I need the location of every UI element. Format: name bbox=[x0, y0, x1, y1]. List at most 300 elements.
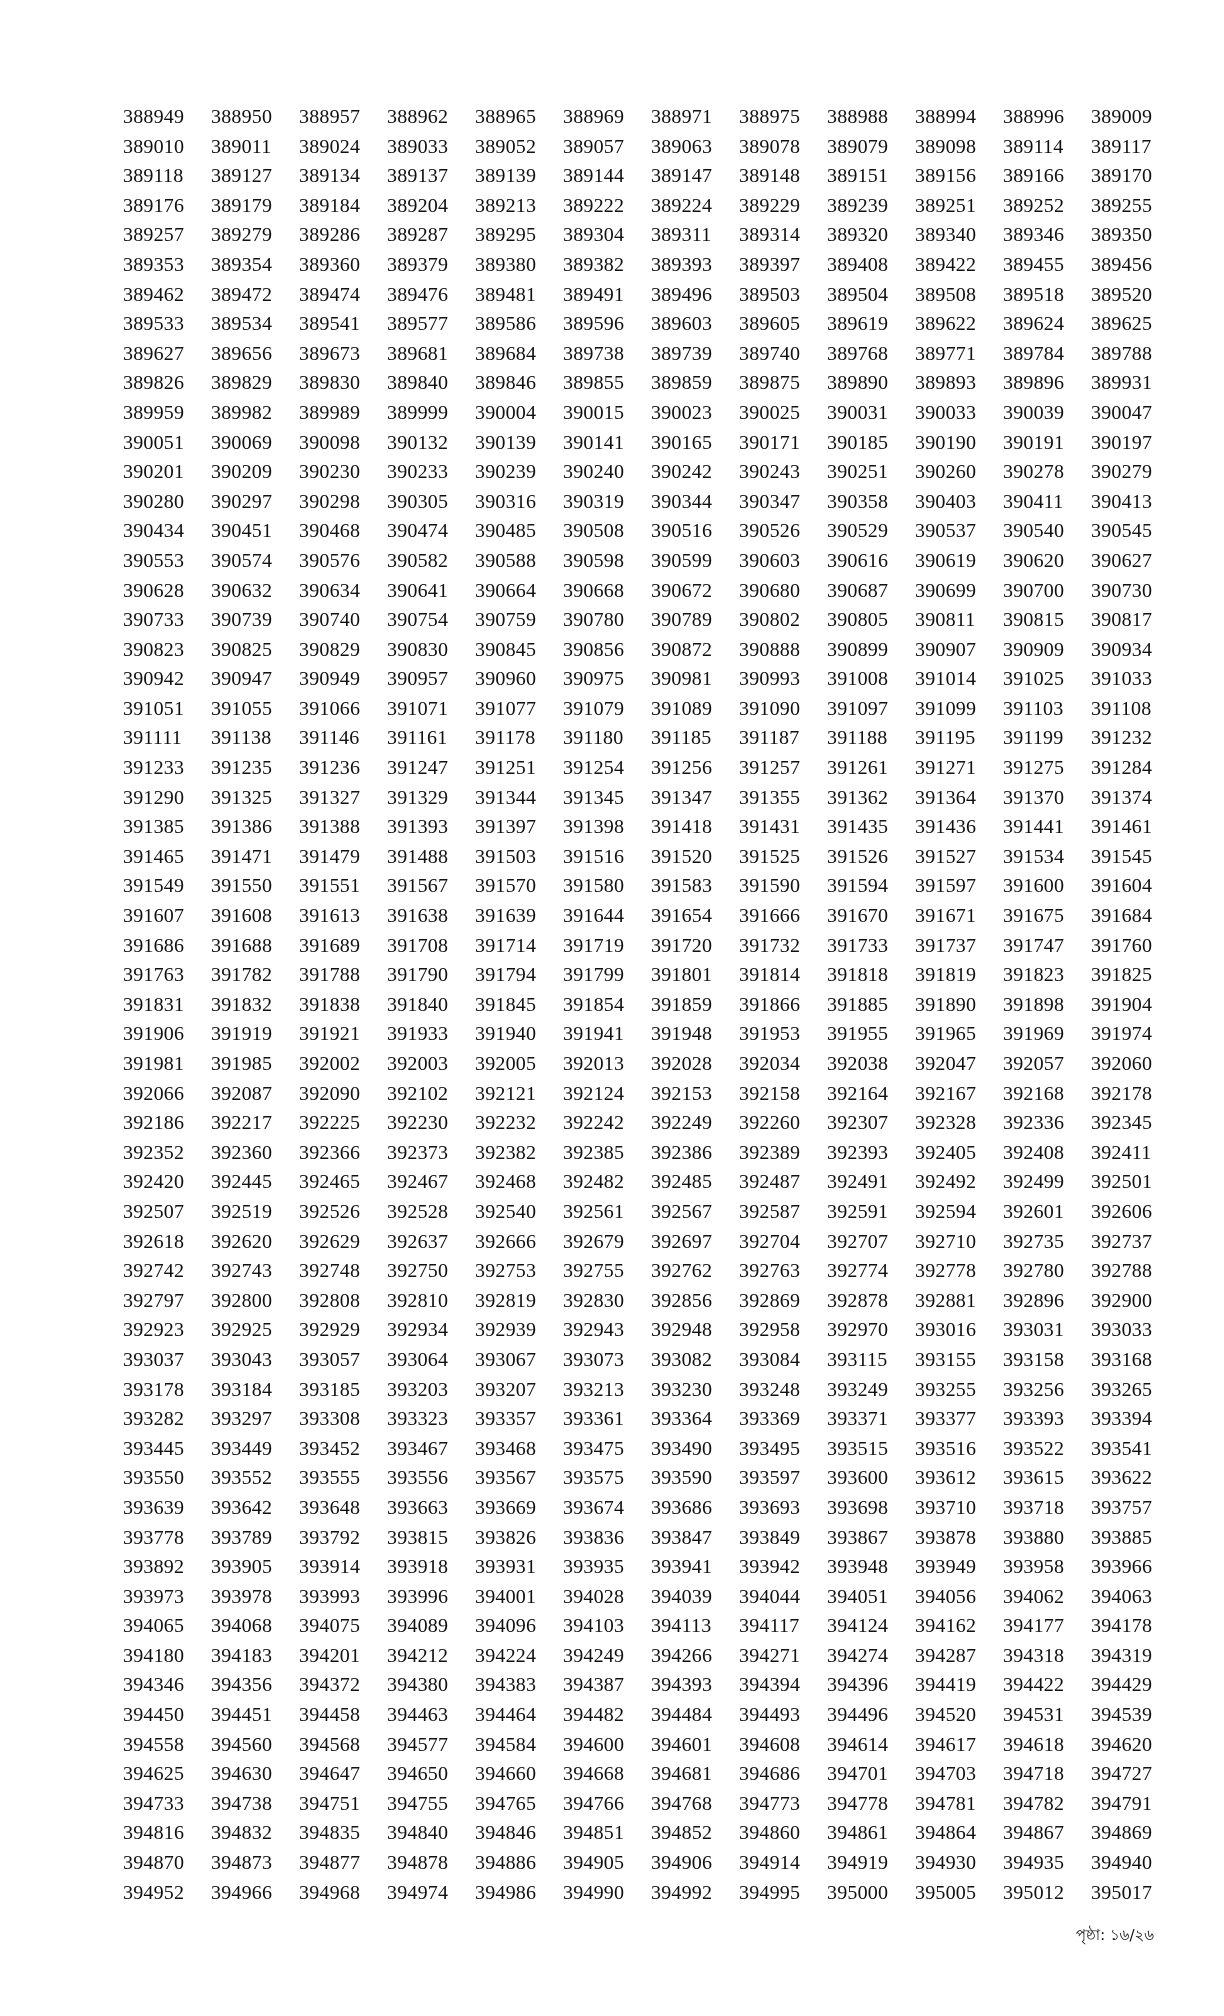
roll-number: 391688 bbox=[211, 934, 273, 957]
roll-number: 389127 bbox=[211, 165, 273, 188]
roll-number: 392540 bbox=[475, 1200, 537, 1223]
roll-number: 393757 bbox=[1091, 1496, 1153, 1519]
roll-number: 393996 bbox=[387, 1585, 449, 1608]
roll-number: 392057 bbox=[1003, 1053, 1065, 1075]
roll-number: 393357 bbox=[475, 1408, 537, 1431]
roll-number: 391251 bbox=[475, 757, 537, 780]
roll-number: 391670 bbox=[827, 905, 889, 928]
roll-number: 391567 bbox=[387, 875, 449, 898]
roll-number: 389739 bbox=[651, 342, 713, 365]
roll-number: 391832 bbox=[211, 993, 273, 1016]
roll-number: 392774 bbox=[827, 1260, 889, 1283]
roll-number: 394089 bbox=[387, 1615, 449, 1638]
roll-number: 391516 bbox=[563, 845, 625, 868]
roll-number: 390802 bbox=[739, 609, 801, 632]
roll-number: 390733 bbox=[123, 609, 185, 632]
roll-number: 392939 bbox=[475, 1319, 537, 1342]
roll-number: 390856 bbox=[563, 638, 625, 661]
roll-number: 394274 bbox=[827, 1644, 889, 1667]
roll-number: 389520 bbox=[1091, 283, 1153, 306]
roll-number: 393031 bbox=[1003, 1319, 1065, 1342]
roll-number: 391666 bbox=[739, 905, 801, 928]
roll-number: 390582 bbox=[387, 549, 449, 572]
roll-number: 390297 bbox=[211, 490, 273, 513]
roll-number: 394124 bbox=[827, 1615, 889, 1638]
roll-number: 389314 bbox=[739, 224, 801, 247]
roll-number: 393249 bbox=[827, 1378, 889, 1401]
roll-number: 391760 bbox=[1091, 934, 1153, 957]
roll-number: 392501 bbox=[1091, 1171, 1153, 1194]
roll-number: 389784 bbox=[1003, 342, 1065, 365]
roll-number: 389481 bbox=[475, 283, 537, 306]
roll-number: 394600 bbox=[563, 1733, 625, 1756]
roll-number: 393255 bbox=[915, 1378, 977, 1401]
roll-number: 393449 bbox=[211, 1437, 273, 1460]
roll-number: 393710 bbox=[915, 1496, 977, 1519]
roll-number: 392587 bbox=[739, 1200, 801, 1223]
roll-number: 391580 bbox=[563, 875, 625, 898]
roll-number: 389476 bbox=[387, 283, 449, 306]
roll-number: 390358 bbox=[827, 490, 889, 513]
roll-number: 389533 bbox=[123, 313, 185, 336]
roll-number: 393043 bbox=[211, 1348, 273, 1371]
roll-number: 390845 bbox=[475, 638, 537, 661]
roll-number: 395012 bbox=[1003, 1881, 1065, 1904]
roll-number: 394869 bbox=[1091, 1822, 1153, 1845]
roll-number: 392060 bbox=[1091, 1053, 1153, 1075]
number-row bbox=[123, 1109, 1169, 1139]
roll-number: 390039 bbox=[1003, 401, 1065, 424]
roll-number: 391527 bbox=[915, 845, 977, 868]
roll-number: 394463 bbox=[387, 1704, 449, 1727]
roll-number: 392735 bbox=[1003, 1230, 1065, 1253]
roll-number: 394835 bbox=[299, 1822, 361, 1845]
roll-number: 390278 bbox=[1003, 461, 1065, 484]
roll-number: 392491 bbox=[827, 1171, 889, 1194]
roll-number: 391079 bbox=[563, 697, 625, 720]
roll-number: 394429 bbox=[1091, 1674, 1153, 1697]
number-row bbox=[123, 1849, 1169, 1879]
roll-number: 390872 bbox=[651, 638, 713, 661]
roll-number: 389624 bbox=[1003, 313, 1065, 336]
roll-number: 389875 bbox=[739, 372, 801, 395]
number-row bbox=[123, 1701, 1169, 1731]
roll-number: 393516 bbox=[915, 1437, 977, 1460]
number-row bbox=[123, 902, 1169, 932]
roll-number: 390576 bbox=[299, 549, 361, 572]
roll-number: 392003 bbox=[387, 1053, 449, 1075]
roll-number: 391329 bbox=[387, 786, 449, 809]
roll-number: 394660 bbox=[475, 1763, 537, 1786]
roll-number: 389382 bbox=[563, 253, 625, 276]
roll-number: 390981 bbox=[651, 668, 713, 691]
roll-number: 393836 bbox=[563, 1526, 625, 1549]
roll-number: 392360 bbox=[211, 1141, 273, 1164]
roll-number: 393669 bbox=[475, 1496, 537, 1519]
roll-number: 394318 bbox=[1003, 1644, 1065, 1667]
roll-number: 394650 bbox=[387, 1763, 449, 1786]
roll-number: 390069 bbox=[211, 431, 273, 454]
roll-number: 391386 bbox=[211, 816, 273, 839]
roll-number: 393490 bbox=[651, 1437, 713, 1460]
roll-number: 391823 bbox=[1003, 964, 1065, 987]
roll-number: 394062 bbox=[1003, 1585, 1065, 1608]
roll-number: 391782 bbox=[211, 964, 273, 987]
roll-number: 389360 bbox=[299, 253, 361, 276]
roll-number: 393686 bbox=[651, 1496, 713, 1519]
roll-number: 392788 bbox=[1091, 1260, 1153, 1283]
roll-number: 393556 bbox=[387, 1467, 449, 1490]
roll-number: 392750 bbox=[387, 1260, 449, 1283]
roll-number: 391720 bbox=[651, 934, 713, 957]
roll-number: 389771 bbox=[915, 342, 977, 365]
roll-number: 393033 bbox=[1091, 1319, 1153, 1342]
roll-number: 388969 bbox=[563, 106, 625, 128]
roll-number: 390051 bbox=[123, 431, 185, 454]
roll-number: 392121 bbox=[475, 1082, 537, 1105]
roll-number: 391436 bbox=[915, 816, 977, 839]
roll-number: 394867 bbox=[1003, 1822, 1065, 1845]
roll-number: 394383 bbox=[475, 1674, 537, 1697]
roll-number: 393203 bbox=[387, 1378, 449, 1401]
roll-number: 394558 bbox=[123, 1733, 185, 1756]
roll-number: 393826 bbox=[475, 1526, 537, 1549]
roll-number: 394878 bbox=[387, 1852, 449, 1875]
number-row bbox=[123, 517, 1169, 547]
roll-number: 392047 bbox=[915, 1053, 977, 1075]
roll-number: 394718 bbox=[1003, 1763, 1065, 1786]
roll-number: 394751 bbox=[299, 1792, 361, 1815]
roll-number: 394851 bbox=[563, 1822, 625, 1845]
roll-number: 391638 bbox=[387, 905, 449, 928]
roll-number: 391025 bbox=[1003, 668, 1065, 691]
roll-number: 389063 bbox=[651, 135, 713, 158]
number-row bbox=[123, 606, 1169, 636]
roll-number: 391066 bbox=[299, 697, 361, 720]
roll-number: 390780 bbox=[563, 609, 625, 632]
roll-number: 389170 bbox=[1091, 165, 1153, 188]
roll-number: 393880 bbox=[1003, 1526, 1065, 1549]
roll-number: 390993 bbox=[739, 668, 801, 691]
number-row bbox=[123, 1316, 1169, 1346]
roll-number: 390740 bbox=[299, 609, 361, 632]
roll-number: 389010 bbox=[123, 135, 185, 158]
roll-number: 394451 bbox=[211, 1704, 273, 1727]
roll-number: 388965 bbox=[475, 106, 537, 128]
roll-number: 391290 bbox=[123, 786, 185, 809]
roll-number: 391788 bbox=[299, 964, 361, 987]
roll-number: 391671 bbox=[915, 905, 977, 928]
roll-number: 391397 bbox=[475, 816, 537, 839]
roll-number: 390485 bbox=[475, 520, 537, 543]
number-row bbox=[123, 932, 1169, 962]
roll-number: 391185 bbox=[651, 727, 712, 750]
roll-number: 393037 bbox=[123, 1348, 185, 1371]
roll-number: 393073 bbox=[563, 1348, 625, 1371]
roll-number: 393323 bbox=[387, 1408, 449, 1431]
roll-number: 389959 bbox=[123, 401, 185, 424]
roll-number: 390947 bbox=[211, 668, 273, 691]
roll-number: 394877 bbox=[299, 1852, 361, 1875]
roll-number: 389257 bbox=[123, 224, 185, 247]
roll-number: 390680 bbox=[739, 579, 801, 602]
roll-number: 391071 bbox=[387, 697, 449, 720]
roll-number: 391747 bbox=[1003, 934, 1065, 957]
roll-number: 389251 bbox=[915, 194, 977, 217]
number-row bbox=[123, 1435, 1169, 1465]
roll-number: 394117 bbox=[739, 1615, 800, 1638]
roll-number: 393639 bbox=[123, 1496, 185, 1519]
roll-number: 391594 bbox=[827, 875, 889, 898]
roll-number: 394068 bbox=[211, 1615, 273, 1638]
roll-number: 391854 bbox=[563, 993, 625, 1016]
roll-number: 389176 bbox=[123, 194, 185, 217]
roll-number: 390619 bbox=[915, 549, 977, 572]
roll-number: 394791 bbox=[1091, 1792, 1153, 1815]
roll-number: 390553 bbox=[123, 549, 185, 572]
roll-number: 393993 bbox=[299, 1585, 361, 1608]
roll-number: 389893 bbox=[915, 372, 977, 395]
roll-number: 392925 bbox=[211, 1319, 273, 1342]
roll-number: 390239 bbox=[475, 461, 537, 484]
roll-number: 391819 bbox=[915, 964, 977, 987]
roll-number: 394681 bbox=[651, 1763, 713, 1786]
roll-number: 393185 bbox=[299, 1378, 361, 1401]
roll-number: 391551 bbox=[299, 875, 361, 898]
number-row bbox=[123, 281, 1169, 311]
roll-number: 393663 bbox=[387, 1496, 449, 1519]
roll-number: 389134 bbox=[299, 165, 361, 188]
roll-number: 394733 bbox=[123, 1792, 185, 1815]
roll-number: 393394 bbox=[1091, 1408, 1153, 1431]
roll-number: 391974 bbox=[1091, 1023, 1153, 1046]
roll-number: 391195 bbox=[915, 727, 976, 750]
roll-number: 390730 bbox=[1091, 579, 1153, 602]
roll-number: 391187 bbox=[739, 727, 800, 750]
roll-number: 390033 bbox=[915, 401, 977, 424]
roll-number: 391644 bbox=[563, 905, 625, 928]
roll-number: 390347 bbox=[739, 490, 801, 513]
roll-number: 394914 bbox=[739, 1852, 801, 1875]
roll-number: 390240 bbox=[563, 461, 625, 484]
roll-number: 393184 bbox=[211, 1378, 273, 1401]
roll-number: 391921 bbox=[299, 1023, 361, 1046]
roll-number: 394782 bbox=[1003, 1792, 1065, 1815]
roll-number: 391233 bbox=[123, 757, 185, 780]
roll-number: 393600 bbox=[827, 1467, 889, 1490]
roll-number: 389788 bbox=[1091, 342, 1153, 365]
roll-number: 391385 bbox=[123, 816, 185, 839]
roll-number: 393475 bbox=[563, 1437, 625, 1460]
number-row bbox=[123, 1612, 1169, 1642]
roll-number: 390025 bbox=[739, 401, 801, 424]
roll-number: 394832 bbox=[211, 1822, 273, 1845]
roll-number: 393445 bbox=[123, 1437, 185, 1460]
roll-number: 390823 bbox=[123, 638, 185, 661]
roll-number: 389596 bbox=[563, 313, 625, 336]
roll-number: 391327 bbox=[299, 786, 361, 809]
roll-number: 390529 bbox=[827, 520, 889, 543]
roll-number: 391763 bbox=[123, 964, 185, 987]
roll-number: 389846 bbox=[475, 372, 537, 395]
roll-number: 391364 bbox=[915, 786, 977, 809]
roll-number: 394816 bbox=[123, 1822, 185, 1845]
roll-number: 392934 bbox=[387, 1319, 449, 1342]
roll-number: 391898 bbox=[1003, 993, 1065, 1016]
number-row bbox=[123, 103, 1169, 133]
roll-number: 390805 bbox=[827, 609, 889, 632]
roll-number: 391236 bbox=[299, 757, 361, 780]
roll-number: 393918 bbox=[387, 1556, 449, 1579]
roll-number: 394380 bbox=[387, 1674, 449, 1697]
roll-number: 393213 bbox=[563, 1378, 625, 1401]
roll-number: 389622 bbox=[915, 313, 977, 336]
roll-number: 394630 bbox=[211, 1763, 273, 1786]
roll-number: 391885 bbox=[827, 993, 889, 1016]
roll-number: 394178 bbox=[1091, 1615, 1153, 1638]
roll-number: 391178 bbox=[475, 727, 536, 750]
roll-number: 389009 bbox=[1091, 106, 1153, 128]
roll-number: 394520 bbox=[915, 1704, 977, 1727]
roll-number: 392869 bbox=[739, 1289, 801, 1312]
number-row bbox=[123, 1287, 1169, 1317]
number-row bbox=[123, 1080, 1169, 1110]
roll-number: 390574 bbox=[211, 549, 273, 572]
roll-number: 392519 bbox=[211, 1200, 273, 1223]
roll-number: 394864 bbox=[915, 1822, 977, 1845]
roll-number: 390899 bbox=[827, 638, 889, 661]
roll-number: 393905 bbox=[211, 1556, 273, 1579]
roll-number: 390620 bbox=[1003, 549, 1065, 572]
roll-number: 391108 bbox=[1091, 697, 1152, 720]
roll-number: 391845 bbox=[475, 993, 537, 1016]
roll-number: 394103 bbox=[563, 1615, 625, 1638]
roll-number: 391801 bbox=[651, 964, 713, 987]
roll-number: 393467 bbox=[387, 1437, 449, 1460]
roll-number: 391890 bbox=[915, 993, 977, 1016]
roll-number: 389931 bbox=[1091, 372, 1153, 395]
roll-number: 390588 bbox=[475, 549, 537, 572]
roll-number: 394992 bbox=[651, 1881, 713, 1904]
roll-number: 392168 bbox=[1003, 1082, 1065, 1105]
roll-number: 394755 bbox=[387, 1792, 449, 1815]
roll-number: 389673 bbox=[299, 342, 361, 365]
roll-number: 391545 bbox=[1091, 845, 1153, 868]
number-row bbox=[123, 192, 1169, 222]
roll-number: 391948 bbox=[651, 1023, 713, 1046]
roll-number: 389137 bbox=[387, 165, 449, 188]
roll-number: 394493 bbox=[739, 1704, 801, 1727]
roll-number: 390015 bbox=[563, 401, 625, 424]
roll-number: 394096 bbox=[475, 1615, 537, 1638]
roll-number: 391604 bbox=[1091, 875, 1153, 898]
number-row bbox=[123, 547, 1169, 577]
roll-number: 394056 bbox=[915, 1585, 977, 1608]
roll-number: 392499 bbox=[1003, 1171, 1065, 1194]
roll-number: 394703 bbox=[915, 1763, 977, 1786]
roll-number: 389350 bbox=[1091, 224, 1153, 247]
roll-number: 393158 bbox=[1003, 1348, 1065, 1371]
roll-number: 389855 bbox=[563, 372, 625, 395]
roll-number: 391247 bbox=[387, 757, 449, 780]
roll-number: 390411 bbox=[1003, 490, 1064, 513]
roll-number: 391111 bbox=[123, 727, 182, 750]
roll-number: 394162 bbox=[915, 1615, 977, 1638]
roll-number: 389229 bbox=[739, 194, 801, 217]
number-row bbox=[123, 1671, 1169, 1701]
roll-number: 394840 bbox=[387, 1822, 449, 1845]
roll-number: 391600 bbox=[1003, 875, 1065, 898]
roll-number: 390434 bbox=[123, 520, 185, 543]
roll-number: 393885 bbox=[1091, 1526, 1153, 1549]
roll-number: 390201 bbox=[123, 461, 185, 484]
roll-number: 394577 bbox=[387, 1733, 449, 1756]
roll-number: 389840 bbox=[387, 372, 449, 395]
roll-number: 390949 bbox=[299, 668, 361, 691]
roll-number: 394113 bbox=[651, 1615, 712, 1638]
roll-number: 390545 bbox=[1091, 520, 1153, 543]
roll-number: 388949 bbox=[123, 106, 185, 128]
roll-number: 389740 bbox=[739, 342, 801, 365]
roll-number: 392102 bbox=[387, 1082, 449, 1105]
roll-number: 394287 bbox=[915, 1644, 977, 1667]
roll-number: 388994 bbox=[915, 106, 977, 128]
roll-number: 392408 bbox=[1003, 1141, 1065, 1164]
roll-number: 392393 bbox=[827, 1141, 889, 1164]
roll-number: 394422 bbox=[1003, 1674, 1065, 1697]
roll-number: 392810 bbox=[387, 1289, 449, 1312]
roll-number: 390975 bbox=[563, 668, 625, 691]
roll-number: 393550 bbox=[123, 1467, 185, 1490]
number-row bbox=[123, 577, 1169, 607]
roll-number: 392420 bbox=[123, 1171, 185, 1194]
roll-number: 392382 bbox=[475, 1141, 537, 1164]
roll-number: 389474 bbox=[299, 283, 361, 306]
roll-number: 391256 bbox=[651, 757, 713, 780]
roll-number: 392900 bbox=[1091, 1289, 1153, 1312]
number-row bbox=[123, 1020, 1169, 1050]
roll-number: 393878 bbox=[915, 1526, 977, 1549]
roll-number: 390700 bbox=[1003, 579, 1065, 602]
roll-number: 390957 bbox=[387, 668, 449, 691]
roll-number: 391859 bbox=[651, 993, 713, 1016]
roll-number: 391940 bbox=[475, 1023, 537, 1046]
roll-number: 391719 bbox=[563, 934, 625, 957]
roll-number: 394039 bbox=[651, 1585, 713, 1608]
roll-number: 394075 bbox=[299, 1615, 361, 1638]
roll-number: 390031 bbox=[827, 401, 889, 424]
number-row bbox=[123, 369, 1169, 399]
roll-number: 389156 bbox=[915, 165, 977, 188]
roll-number: 393364 bbox=[651, 1408, 713, 1431]
roll-number: 391838 bbox=[299, 993, 361, 1016]
number-row bbox=[123, 1346, 1169, 1376]
number-row bbox=[123, 695, 1169, 725]
roll-number: 390830 bbox=[387, 638, 449, 661]
roll-number: 392260 bbox=[739, 1112, 801, 1135]
roll-number: 395000 bbox=[827, 1881, 889, 1904]
roll-number: 392153 bbox=[651, 1082, 713, 1105]
roll-number: 393698 bbox=[827, 1496, 889, 1519]
roll-number: 393393 bbox=[1003, 1408, 1065, 1431]
roll-number: 390526 bbox=[739, 520, 801, 543]
roll-number: 390004 bbox=[475, 401, 537, 424]
roll-number: 389079 bbox=[827, 135, 889, 158]
roll-number: 392830 bbox=[563, 1289, 625, 1312]
roll-number: 391388 bbox=[299, 816, 361, 839]
roll-number: 394584 bbox=[475, 1733, 537, 1756]
roll-number: 392487 bbox=[739, 1171, 801, 1194]
